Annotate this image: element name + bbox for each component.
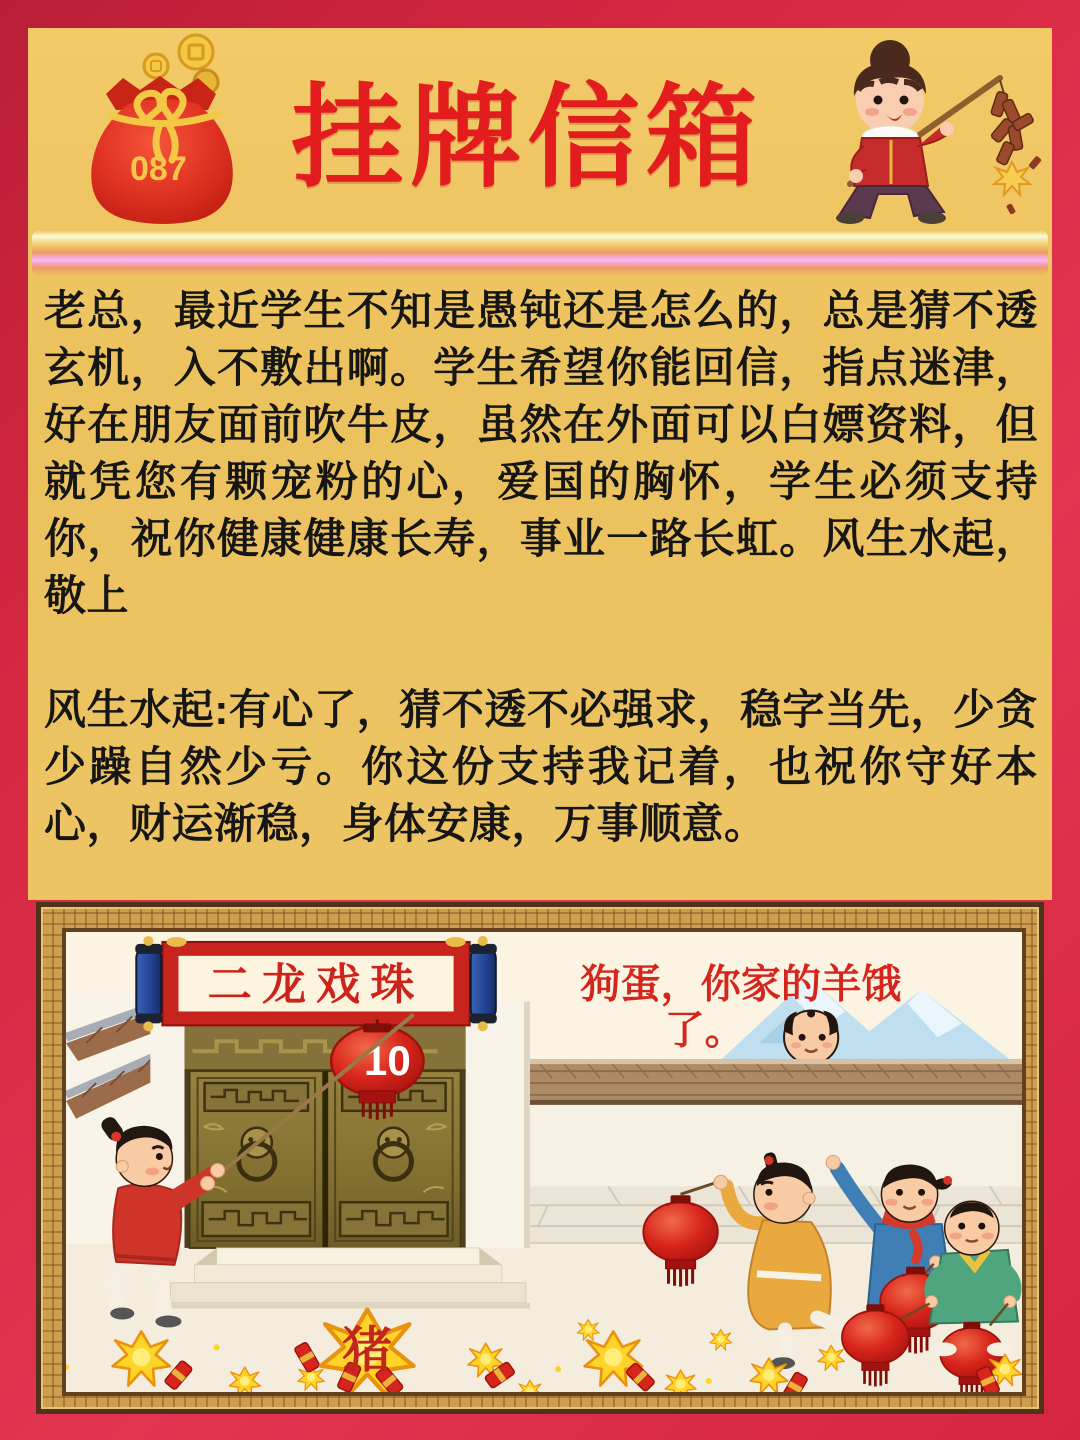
bronze-doors — [184, 1069, 465, 1248]
banner-text: 二龙戏珠 — [207, 959, 425, 1011]
speech-line1: 狗蛋，你家的羊饿 — [580, 962, 902, 1007]
banner — [135, 936, 497, 1031]
spark-burst — [994, 162, 1030, 195]
reply-message: 风生水起:有心了，猜不透不必强求，稳字当先，少贪少躁自然少亏。你这份支持我记着，也祝你守好本心，财运渐稳，身体安康，万事顺意。 — [44, 686, 1038, 847]
header — [28, 28, 1052, 228]
money-bag-icon — [68, 32, 258, 228]
banner-roller-right — [470, 936, 497, 1031]
wall-coping — [448, 1059, 1022, 1106]
student-message: 老总，最近学生不知是愚钝还是怎么的，总是猜不透玄机，入不敷出啊。学生希望你能回信，指点迷津，好在朋友面前吹牛皮，虽然在外面可以白嫖资料，但就凭您有颗宠粉的心，爱国的胸怀，学生必须支持你，祝你健康健康长寿，事业一路长虹。风生水起，敬上 — [44, 287, 1038, 619]
girl-with-firecrackers-illustration — [804, 34, 1044, 226]
decorative-divider — [32, 230, 1048, 276]
steps — [166, 1248, 530, 1309]
letter-body — [44, 282, 1038, 852]
bag-number: 087 — [130, 150, 187, 188]
firecracker-string — [990, 80, 1041, 215]
speech-line2: 了。 — [664, 1008, 745, 1053]
illustration-scene — [62, 928, 1026, 1396]
banner-roller-left — [135, 936, 162, 1031]
gold-content-card — [28, 28, 1052, 900]
illustration-panel-frame — [36, 902, 1044, 1414]
peeking-boy — [784, 1009, 838, 1064]
page-title: 挂牌信箱 — [291, 74, 764, 200]
girl-figure — [836, 40, 954, 224]
scene-svg — [66, 932, 1022, 1392]
lantern-number: 10 — [363, 1037, 411, 1085]
zodiac-label: 猪 — [342, 1322, 393, 1379]
